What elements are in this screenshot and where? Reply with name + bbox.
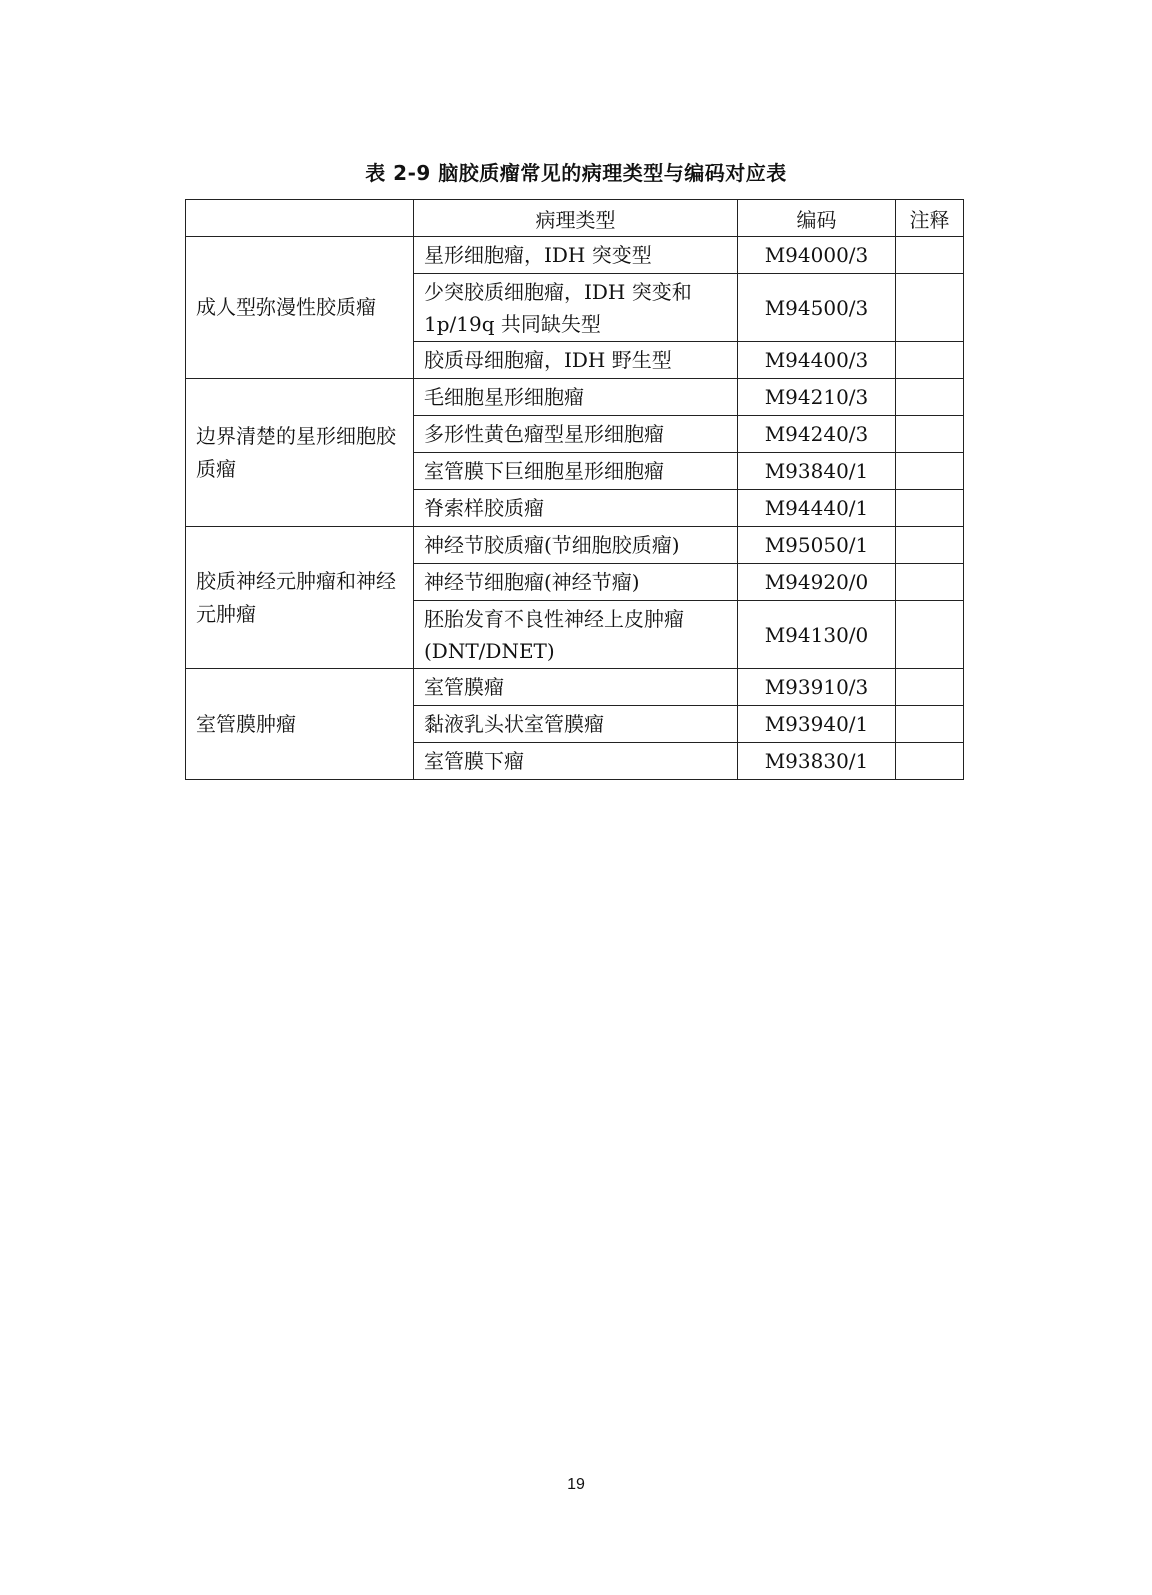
- note-cell: [896, 669, 964, 706]
- note-cell: [896, 601, 964, 669]
- header-note: 注释: [896, 200, 964, 237]
- table-row: [186, 237, 964, 274]
- header-code: 编码: [738, 200, 896, 237]
- category-cell: 成人型弥漫性胶质瘤: [186, 237, 414, 379]
- note-cell: [896, 490, 964, 527]
- code-cell: M94130/0: [738, 601, 896, 669]
- category-cell: 胶质神经元肿瘤和神经元肿瘤: [186, 527, 414, 669]
- note-cell: [896, 743, 964, 780]
- note-cell: [896, 706, 964, 743]
- table-row: [186, 379, 964, 416]
- pathology-type-cell: 多形性黄色瘤型星形细胞瘤: [414, 416, 738, 453]
- header-category: [186, 200, 414, 237]
- code-cell: M94440/1: [738, 490, 896, 527]
- table-caption: 表 2-9 脑胶质瘤常见的病理类型与编码对应表: [365, 161, 787, 185]
- note-cell: [896, 379, 964, 416]
- pathology-type-cell: 黏液乳头状室管膜瘤: [414, 706, 738, 743]
- note-cell: [896, 527, 964, 564]
- note-cell: [896, 342, 964, 379]
- pathology-type-cell: 胚胎发育不良性神经上皮肿瘤(DNT/DNET): [414, 601, 738, 669]
- code-cell: M93840/1: [738, 453, 896, 490]
- note-cell: [896, 564, 964, 601]
- table-header-row: [186, 200, 964, 237]
- note-cell: [896, 237, 964, 274]
- header-type: 病理类型: [414, 200, 738, 237]
- note-cell: [896, 274, 964, 342]
- table-row: [186, 527, 964, 564]
- pathology-type-cell: 胶质母细胞瘤，IDH 野生型: [414, 342, 738, 379]
- pathology-type-cell: 神经节细胞瘤(神经节瘤): [414, 564, 738, 601]
- pathology-code-table: [185, 199, 964, 780]
- code-cell: M94400/3: [738, 342, 896, 379]
- category-cell: 室管膜肿瘤: [186, 669, 414, 780]
- pathology-type-cell: 神经节胶质瘤(节细胞胶质瘤): [414, 527, 738, 564]
- code-cell: M94240/3: [738, 416, 896, 453]
- pathology-type-cell: 毛细胞星形细胞瘤: [414, 379, 738, 416]
- code-cell: M94210/3: [738, 379, 896, 416]
- pathology-type-cell: 室管膜瘤: [414, 669, 738, 706]
- table-row: [186, 669, 964, 706]
- pathology-type-cell: 脊索样胶质瘤: [414, 490, 738, 527]
- code-cell: M93940/1: [738, 706, 896, 743]
- code-cell: M94500/3: [738, 274, 896, 342]
- category-cell: 边界清楚的星形细胞胶质瘤: [186, 379, 414, 527]
- note-cell: [896, 416, 964, 453]
- pathology-type-cell: 星形细胞瘤，IDH 突变型: [414, 237, 738, 274]
- pathology-type-cell: 室管膜下巨细胞星形细胞瘤: [414, 453, 738, 490]
- code-cell: M94000/3: [738, 237, 896, 274]
- code-cell: M93830/1: [738, 743, 896, 780]
- code-cell: M95050/1: [738, 527, 896, 564]
- pathology-type-cell: 室管膜下瘤: [414, 743, 738, 780]
- code-cell: M93910/3: [738, 669, 896, 706]
- page-number: 19: [567, 1476, 585, 1493]
- note-cell: [896, 453, 964, 490]
- code-cell: M94920/0: [738, 564, 896, 601]
- pathology-type-cell: 少突胶质细胞瘤，IDH 突变和1p/19q 共同缺失型: [414, 274, 738, 342]
